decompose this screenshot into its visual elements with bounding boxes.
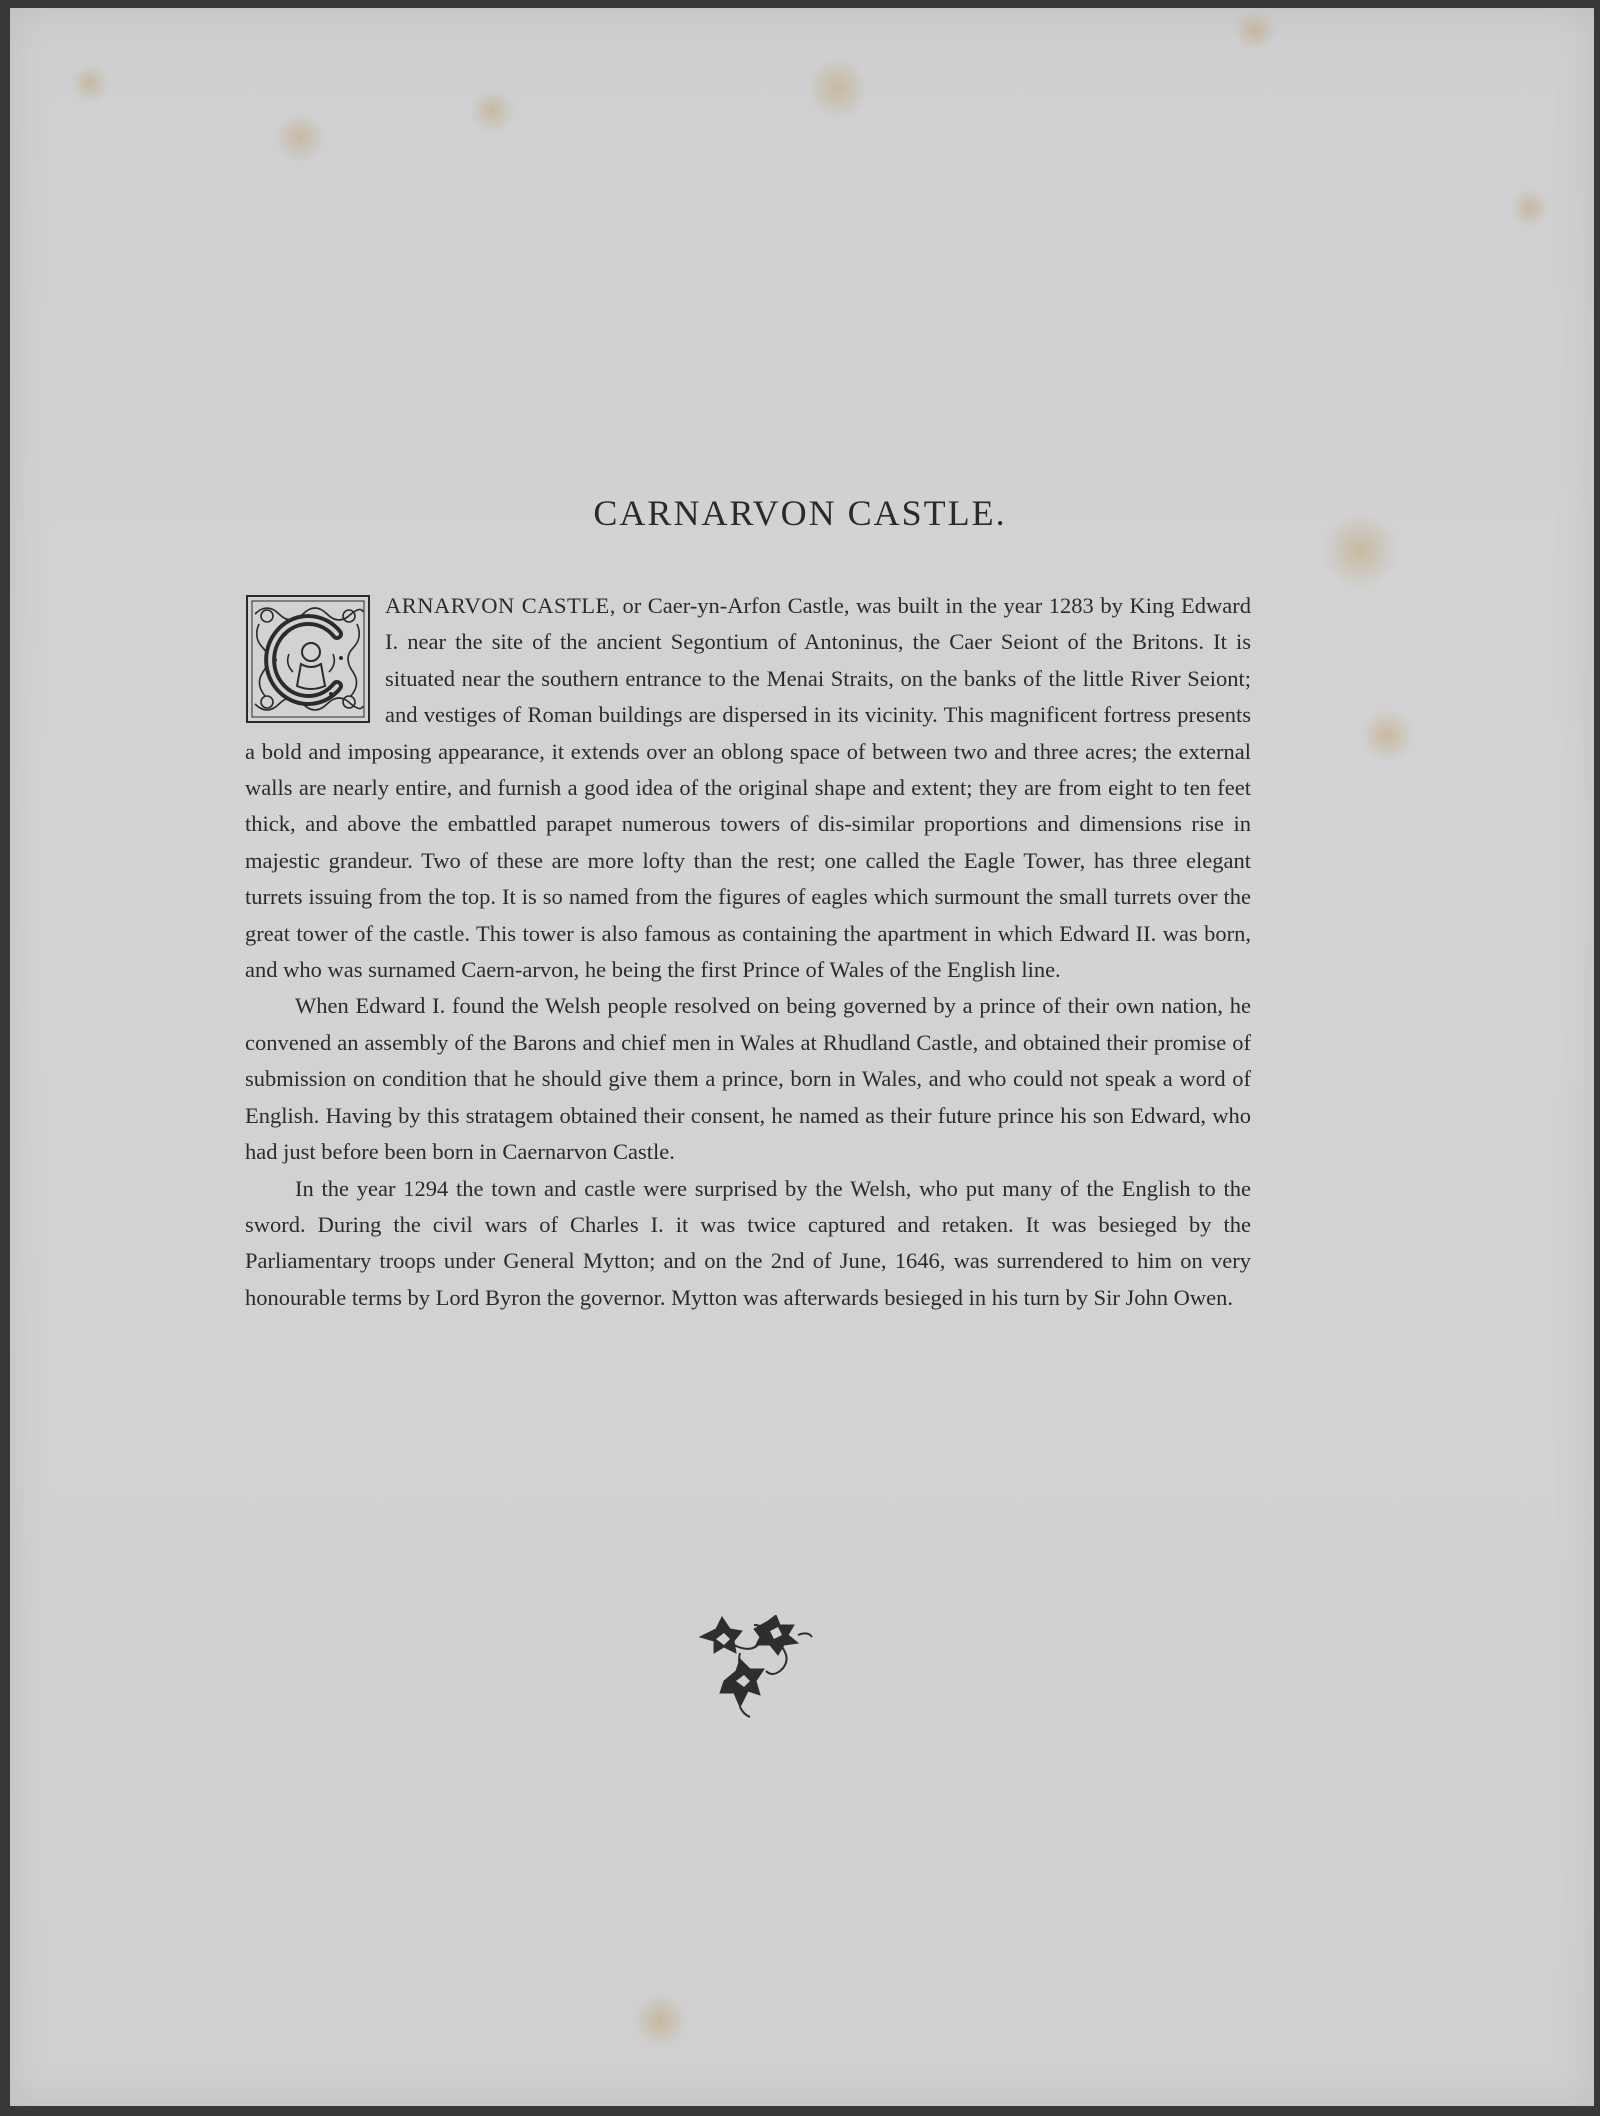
foxing-stain [630, 1993, 690, 2048]
opening-words: ARNARVON CASTLE, [385, 593, 616, 618]
foxing-stain [1510, 188, 1550, 228]
foxing-stain [810, 53, 865, 123]
foxing-stain [470, 88, 515, 133]
paragraph-3: In the year 1294 the town and castle were surprised by the Welsh, who put many of the English to the sword. During the civil wars of Charles I. it was twice captured and retaken. It was besieged by the Parliamentary troops under General Mytton; and on the 2nd of June, 1646, was surrendered to him on very honourable terms by Lord Byron the governor. Mytton was afterwards besieged in his turn by Sir John Owen. [245, 1175, 1251, 1310]
foxing-stain [70, 63, 110, 103]
ornate-initial-letter-icon [245, 594, 371, 724]
page-title: CARNARVON CASTLE. [593, 493, 1007, 533]
foxing-stain [1360, 708, 1415, 763]
foxing-stain [1230, 13, 1280, 48]
paragraph-1 [245, 588, 1251, 988]
paragraph-1-text: or Caer-yn-Arfon Castle, was built in the year 1283 by King Edward I. near the site of the ancient Segontium of Antoninus, the Caer Seiont of the Britons. It is situated near the southern entrance to the Menai Straits, on the banks of the little River Seiont; and vestiges of Roman buildings are dispersed in its vicinity. This magnificent fortress presents a bold and imposing appearance, it extends over an oblong space of between two and three acres; the external walls are nearly entire, and furnish a good idea of the original shape and extent; they are from eight to ten feet thick, and above the embattled parapet numerous towers of dis-similar proportions and dimensions rise in majestic grandeur. Two of these are more lofty than the rest; one called the Eagle Tower, has three elegant turrets issuing from the top. It is so named from the figures of eagles which surmount the small turrets over the great tower of the castle. This tower is also famous as containing the apartment in which Edward II. was born, and who was surnamed Caern-arvon, he being the first Prince of Wales of the English line. [245, 593, 1251, 983]
ivy-leaf-ornament-icon [694, 1615, 814, 1720]
paragraph-2: When Edward I. found the Welsh people resolved on being governed by a prince of their own nation, he convened an assembly of the Barons and chief men in Wales at Rhudland Castle, and obtained their promise of submission on condition that he should give them a prince, born in Wales, and who could not speak a word of English. Having by this stratagem obtained their consent, he named as their future prince his son Edward, who had just before been born in Caernarvon Castle. [245, 993, 1251, 1165]
foxing-stain [275, 113, 325, 163]
article-body [245, 588, 1251, 1316]
